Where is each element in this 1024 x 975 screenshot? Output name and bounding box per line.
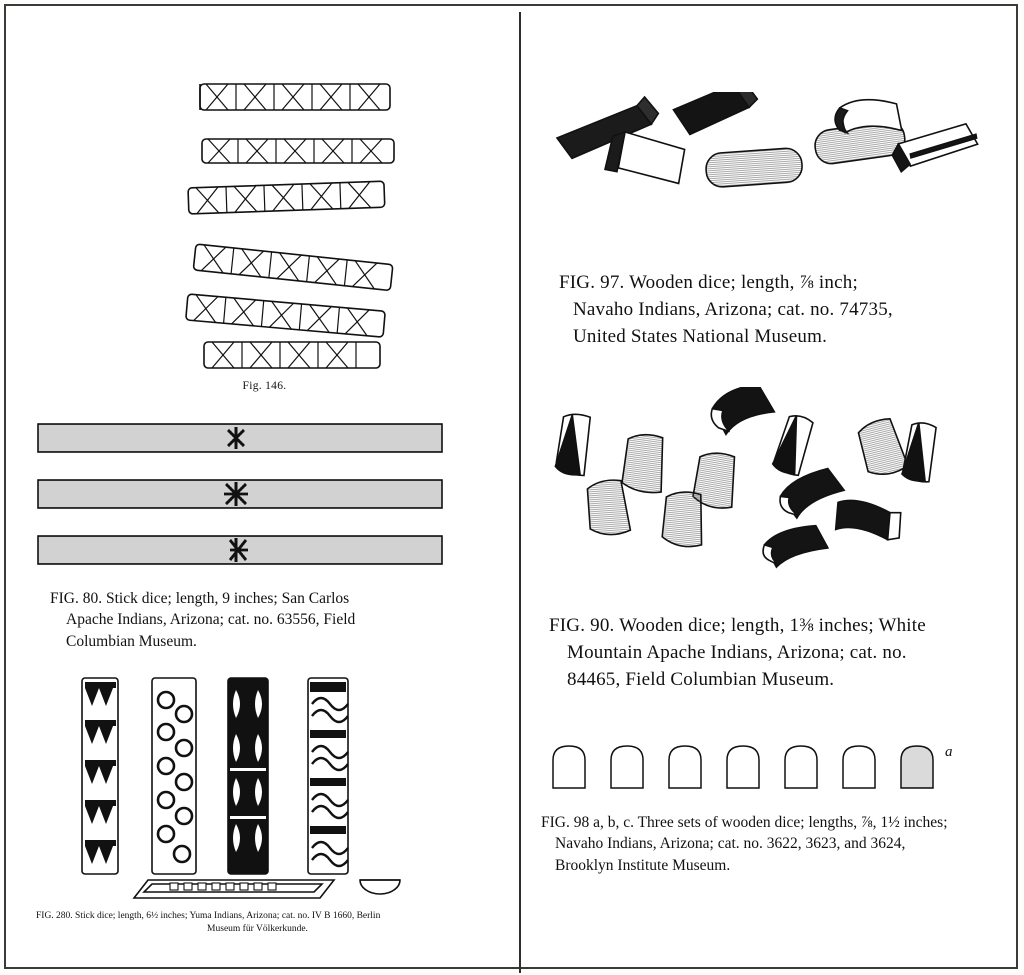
figure-98-caption-line-3: Brooklyn Institute Museum. bbox=[555, 856, 731, 874]
stick-dice-bundle-icon bbox=[30, 46, 490, 346]
scan-frame bbox=[4, 4, 1018, 969]
figure-97-caption-line-1: FIG. 97. Wooden dice; length, ⅞ inch; bbox=[559, 272, 858, 293]
figure-98-item-a-label: a bbox=[945, 743, 953, 760]
figure-80-caption-line-1: FIG. 80. Stick dice; length, 9 inches; San Carlos bbox=[50, 590, 350, 607]
figure-280-caption-line-1: FIG. 280. Stick dice; length, 6½ inches; Yuma Indians, Arizona; cat. no. IV B 1660, Berlin bbox=[36, 911, 381, 922]
wooden-dice-navaho-icon bbox=[541, 92, 1001, 252]
figure-97-caption-line-2: Navaho Indians, Arizona; cat. no. 74735, bbox=[573, 298, 893, 320]
yuma-stick-dice-icon bbox=[30, 674, 490, 904]
figure-280-caption bbox=[30, 910, 499, 936]
figure-90-caption-line-2: Mountain Apache Indians, Arizona; cat. no. bbox=[567, 641, 907, 663]
figure-80-illustration bbox=[30, 418, 499, 578]
wooden-dice-apache-icon bbox=[541, 387, 1001, 597]
column-divider bbox=[519, 12, 521, 973]
stick-dice-bundle-icon-last bbox=[30, 338, 490, 378]
figure-97-caption bbox=[541, 270, 1004, 351]
figure-90-illustration bbox=[541, 387, 1004, 597]
figure-97-illustration bbox=[541, 92, 1004, 252]
figure-98-caption-line-1: FIG. 98 a, b, c. Three sets of wooden dice; lengths, ⅞, 1½ inches; bbox=[541, 813, 948, 831]
figure-90-caption-line-3: 84465, Field Columbian Museum. bbox=[567, 668, 835, 690]
stick-dice-grained-icon bbox=[30, 418, 490, 578]
figure-90-caption bbox=[541, 613, 1004, 694]
figure-80-caption bbox=[30, 588, 499, 652]
figure-146-illustration bbox=[30, 46, 499, 392]
figure-280-illustration bbox=[30, 674, 499, 904]
figure-90-caption-line-1: FIG. 90. Wooden dice; length, 1⅜ inches; White bbox=[549, 614, 926, 636]
figure-80-caption-line-2: Apache Indians, Arizona; cat. no. 63556, Field bbox=[66, 611, 356, 629]
figure-98-illustration bbox=[541, 736, 1004, 800]
figure-280-caption-line-2: Museum für Völkerkunde. bbox=[207, 923, 308, 934]
figure-98-caption bbox=[541, 812, 1004, 876]
left-column bbox=[12, 12, 517, 973]
wooden-dice-row-icon bbox=[541, 736, 1001, 800]
figure-146-label: Fig. 146. bbox=[242, 380, 287, 392]
figure-98-caption-line-2: Navaho Indians, Arizona; cat. no. 3622, 3623, and 3624, bbox=[555, 835, 906, 853]
right-column bbox=[523, 12, 1022, 973]
figure-97-caption-line-3: United States National Museum. bbox=[573, 325, 828, 347]
figure-80-caption-line-3: Columbian Museum. bbox=[66, 632, 197, 650]
